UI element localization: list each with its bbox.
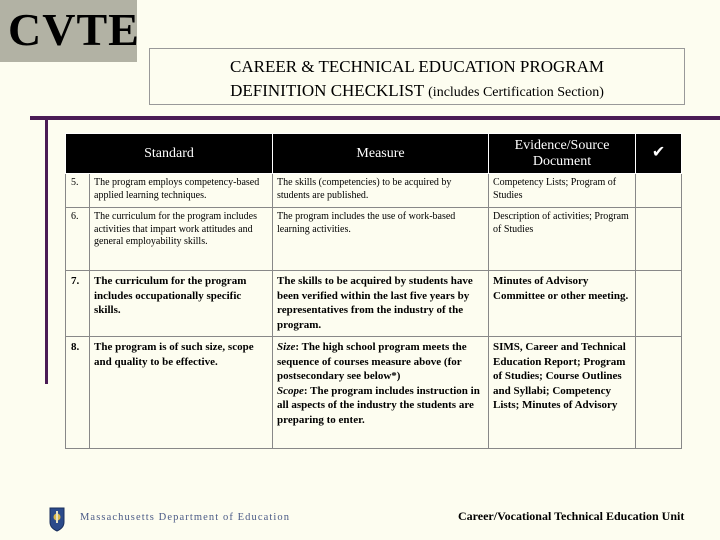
- row-measure: [273, 337, 489, 449]
- title-main: DEFINITION CHECKLIST: [230, 81, 424, 100]
- measure-size: [277, 340, 484, 384]
- table-row: [66, 337, 682, 449]
- row-number: 5.: [66, 174, 90, 208]
- row-check-cell[interactable]: [636, 337, 682, 449]
- row-measure: The skills (competencies) to be acquired by students are published.: [273, 174, 489, 208]
- row-measure: The skills to be acquired by students have been verified within the last five years by representatives from the industry of the program.: [273, 271, 489, 337]
- row-evidence: Minutes of Advisory Committee or other meeting.: [489, 271, 636, 337]
- row-check-cell[interactable]: [636, 271, 682, 337]
- checklist-table: [65, 133, 682, 449]
- scope-label: Scope: [277, 384, 304, 397]
- department-logo: [48, 506, 328, 532]
- row-measure: The program includes the use of work-based learning activities.: [273, 208, 489, 271]
- vertical-rule: [45, 116, 48, 384]
- row-evidence: Description of activities; Program of Studies: [489, 208, 636, 271]
- row-standard: The curriculum for the program includes activities that impart work attitudes and general employability skills.: [90, 208, 273, 271]
- row-number: 7.: [66, 271, 90, 337]
- scope-text: : The program includes instruction in all aspects of the industry the students are preparing to enter.: [277, 384, 480, 426]
- row-standard: The program employs competency-based applied learning techniques.: [90, 174, 273, 208]
- checkmark-icon: ✔: [651, 144, 666, 161]
- header-standard: Standard: [66, 134, 273, 174]
- table-row: [66, 271, 682, 337]
- header-check-icon: [636, 134, 682, 174]
- department-name: Massachusetts Department of Education: [80, 512, 291, 523]
- unit-name: Career/Vocational Technical Education Unit: [458, 509, 685, 523]
- row-check-cell[interactable]: [636, 208, 682, 271]
- header-measure: Measure: [273, 134, 489, 174]
- row-check-cell[interactable]: [636, 174, 682, 208]
- size-text: : The high school program meets the sequence of courses measure above (for postsecondary see below*): [277, 341, 467, 382]
- table-row: [66, 208, 682, 271]
- logo-text: CVTE: [8, 4, 140, 55]
- title-line-1: CAREER & TECHNICAL EDUCATION PROGRAM: [229, 57, 605, 76]
- header-evidence: Evidence/Source Document: [489, 134, 636, 174]
- row-standard: The program is of such size, scope and quality to be effective.: [90, 337, 273, 449]
- title-line-2: [150, 81, 684, 103]
- state-seal-icon: [48, 506, 66, 532]
- table-header-row: [66, 134, 682, 174]
- row-number: 8.: [66, 337, 90, 449]
- row-evidence: SIMS, Career and Technical Education Report; Program of Studies; Course Outlines and Syllabi; Competency Lists; Minutes of Advisory: [489, 337, 636, 449]
- row-evidence: Competency Lists; Program of Studies: [489, 174, 636, 208]
- logo-box: [0, 0, 140, 62]
- row-standard: The curriculum for the program includes occupationally specific skills.: [90, 271, 273, 337]
- measure-scope: [277, 384, 484, 428]
- row-number: 6.: [66, 208, 90, 271]
- title-box: [149, 48, 685, 105]
- size-label: Size: [277, 341, 296, 353]
- title-subnote: (includes Certification Section): [428, 85, 604, 100]
- horizontal-rule: [30, 116, 720, 120]
- table-row: [66, 174, 682, 208]
